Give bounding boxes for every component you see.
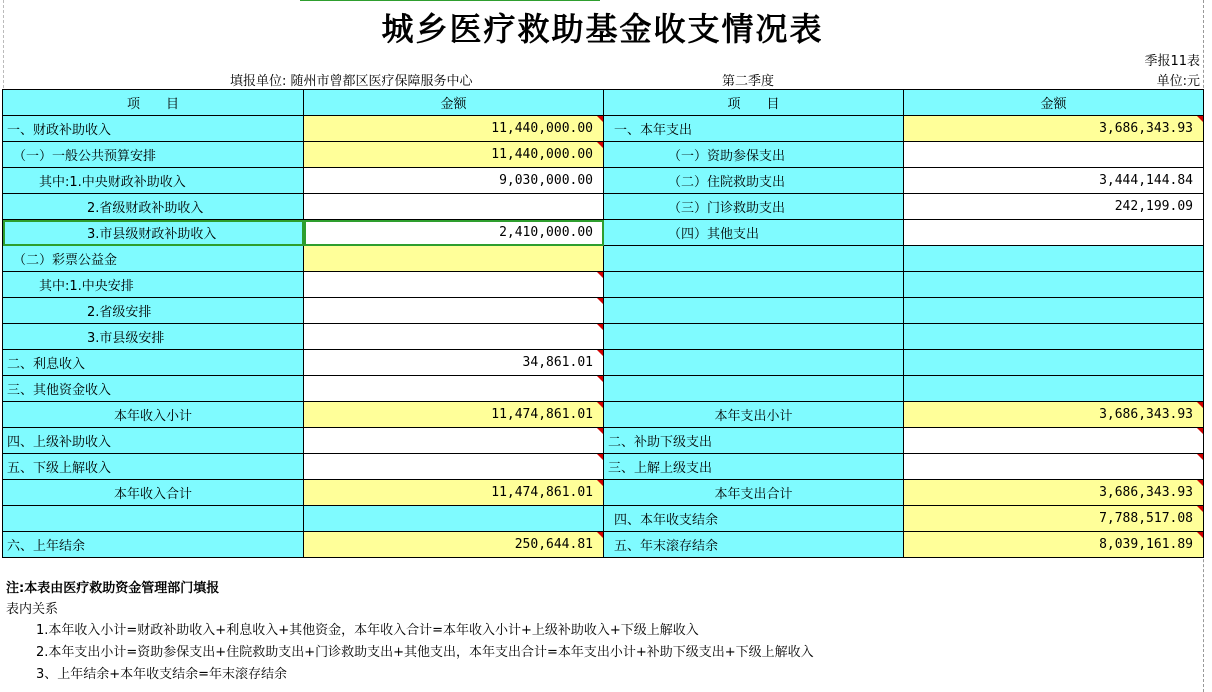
expense-amount-cell[interactable] [904,376,1204,402]
header-amount-left[interactable]: 金额 [304,90,604,116]
income-amount-cell[interactable]: 34,861.01 [304,350,604,376]
income-amount-cell[interactable] [304,454,604,480]
note-item: 1.本年收入小计=财政补助收入+利息收入+其他资金，本年收入合计=本年收入小计+上级补助收入+下级上解收入 [36,623,699,638]
income-subtotal-amount[interactable]: 11,474,861.01 [304,402,604,428]
income-amount-cell[interactable]: 9,030,000.00 [304,168,604,194]
cell-border-highlight [300,0,600,1]
fund-table [2,89,1204,558]
income-item-cell[interactable]: 二、利息收入 [3,350,304,376]
expense-item-cell[interactable] [604,246,904,272]
expense-total-label[interactable]: 本年支出合计 [604,480,904,506]
expense-amount-cell[interactable] [904,220,1204,246]
income-amount-cell[interactable] [304,194,604,220]
header-item-left[interactable]: 项 目 [3,90,304,116]
report-title: 城乡医疗救助基金收支情况表 [381,10,824,48]
income-item-cell[interactable]: 其中:1.中央安排 [3,272,304,298]
header-item-right[interactable]: 项 目 [604,90,904,116]
prior-balance-label[interactable]: 六、上年结余 [3,532,304,558]
income-total-label[interactable]: 本年收入合计 [3,480,304,506]
closing-balance-label[interactable]: 五、年末滚存结余 [604,532,904,558]
expense-amount-cell[interactable]: 3,686,343.93 [904,116,1204,142]
balance-amount[interactable]: 7,788,517.08 [904,506,1204,532]
table-row [3,116,1204,142]
income-item-cell[interactable]: （一）一般公共预算安排 [3,142,304,168]
income-amount-cell[interactable] [304,246,604,272]
table-row [3,506,1204,532]
expense-item-cell[interactable] [604,324,904,350]
subtotal-row [3,402,1204,428]
expense-amount-cell[interactable] [904,272,1204,298]
income-amount-cell[interactable] [304,272,604,298]
expense-item-cell[interactable] [604,350,904,376]
income-item-cell[interactable]: 一、财政补助收入 [3,116,304,142]
table-row [3,168,1204,194]
expense-amount-cell[interactable]: 3,444,144.84 [904,168,1204,194]
income-total-amount[interactable]: 11,474,861.01 [304,480,604,506]
expense-amount-cell[interactable] [904,298,1204,324]
reporting-unit: 填报单位: 随州市曾都区医疗保障服务中心 [230,74,473,89]
expense-item-cell[interactable] [604,376,904,402]
table-header-row [3,90,1204,116]
table-row [3,532,1204,558]
income-item-cell[interactable]: 五、下级上解收入 [3,454,304,480]
income-amount-cell[interactable]: 11,440,000.00 [304,116,604,142]
table-row [3,350,1204,376]
table-row [3,194,1204,220]
total-row [3,480,1204,506]
header-amount-right[interactable]: 金额 [904,90,1204,116]
income-amount-cell[interactable] [304,298,604,324]
income-item-cell[interactable]: 四、上级补助收入 [3,428,304,454]
expense-item-cell[interactable] [604,298,904,324]
table-row [3,324,1204,350]
table-row [3,220,1204,246]
table-row [3,454,1204,480]
income-amount-cell[interactable] [304,428,604,454]
expense-item-cell[interactable]: 二、补助下级支出 [604,428,904,454]
income-amount-cell[interactable] [304,506,604,532]
expense-item-cell[interactable]: （二）住院救助支出 [604,168,904,194]
income-item-cell[interactable]: 3.市县级财政补助收入 [3,220,304,246]
expense-amount-cell[interactable] [904,428,1204,454]
note-item: 3、上年结余+本年收支结余=年末滚存结余 [36,667,288,682]
table-row [3,142,1204,168]
reporting-quarter: 第二季度 [722,74,775,89]
balance-label[interactable]: 四、本年收支结余 [604,506,904,532]
expense-item-cell[interactable] [604,272,904,298]
expense-total-amount[interactable]: 3,686,343.93 [904,480,1204,506]
income-item-cell[interactable]: 3.市县级安排 [3,324,304,350]
income-item-cell[interactable]: 其中:1.中央财政补助收入 [3,168,304,194]
expense-subtotal-amount[interactable]: 3,686,343.93 [904,402,1204,428]
expense-amount-cell[interactable]: 242,199.09 [904,194,1204,220]
closing-balance-amount[interactable]: 8,039,161.89 [904,532,1204,558]
income-item-cell[interactable] [3,506,304,532]
expense-amount-cell[interactable] [904,454,1204,480]
expense-amount-cell[interactable] [904,142,1204,168]
income-amount-cell[interactable] [304,376,604,402]
expense-subtotal-label[interactable]: 本年支出小计 [604,402,904,428]
income-item-cell[interactable]: 2.省级财政补助收入 [3,194,304,220]
income-amount-cell[interactable]: 11,440,000.00 [304,142,604,168]
form-number: 季报11表 [1144,54,1200,69]
income-item-cell[interactable]: 2.省级安排 [3,298,304,324]
currency-unit: 单位:元 [1156,74,1200,89]
income-item-cell[interactable]: （二）彩票公益金 [3,246,304,272]
income-subtotal-label[interactable]: 本年收入小计 [3,402,304,428]
expense-item-cell[interactable]: （四）其他支出 [604,220,904,246]
table-row [3,298,1204,324]
expense-item-cell[interactable]: （三）门诊救助支出 [604,194,904,220]
expense-item-cell[interactable]: 一、本年支出 [604,116,904,142]
table-row [3,376,1204,402]
notes-section [6,578,814,686]
income-amount-cell[interactable] [304,324,604,350]
expense-item-cell[interactable]: （一）资助参保支出 [604,142,904,168]
note-item: 2.本年支出小计=资助参保支出+住院救助支出+门诊救助支出+其他支出，本年支出合计=本年支出小计+补助下级支出+下级上解收入 [36,645,814,660]
notes-title: 注:本表由医疗救助资金管理部门填报 [6,581,220,596]
income-item-cell[interactable]: 三、其他资金收入 [3,376,304,402]
table-row [3,246,1204,272]
prior-balance-amount[interactable]: 250,644.81 [304,532,604,558]
expense-item-cell[interactable]: 三、上解上级支出 [604,454,904,480]
expense-amount-cell[interactable] [904,324,1204,350]
expense-amount-cell[interactable] [904,350,1204,376]
income-amount-cell-selected[interactable]: 2,410,000.00 [304,220,604,246]
expense-amount-cell[interactable] [904,246,1204,272]
table-row [3,428,1204,454]
notes-subtitle: 表内关系 [6,602,59,617]
table-row [3,272,1204,298]
